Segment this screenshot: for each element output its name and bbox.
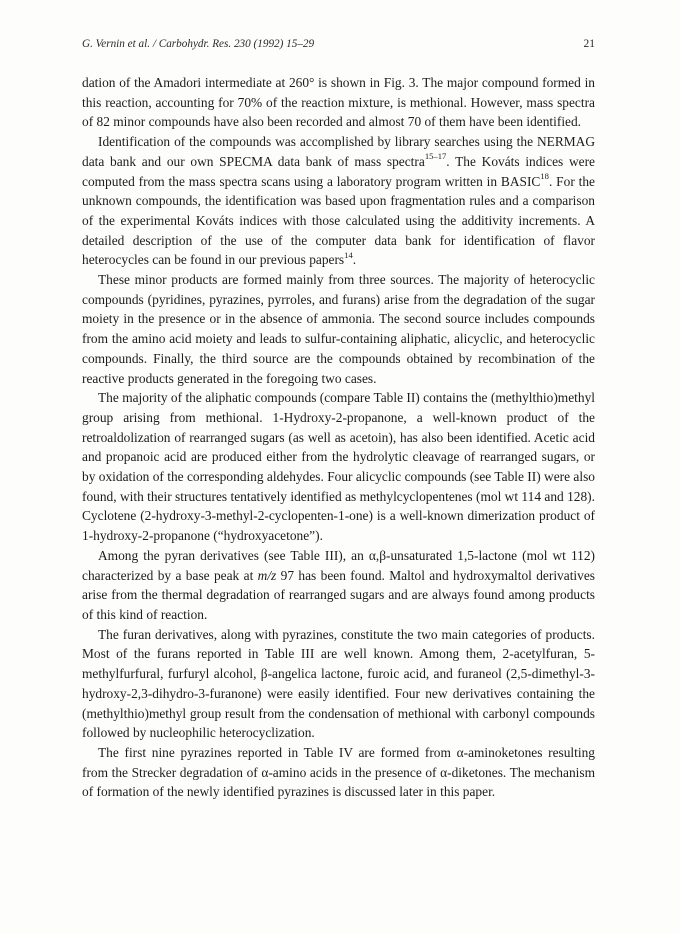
text-run: The first nine pyrazines reported in Table IV are formed from α-aminoketones resulting from the Strecker degradation of α-amino acids in the presence of α-diketones. The mechanism of formation of the newly identified pyrazines is discussed later in this paper. [82,744,595,800]
italic-text: m/z [257,567,277,583]
paragraph [82,546,595,625]
paragraph [82,73,595,132]
text-run: These minor products are formed mainly from three sources. The majority of heterocyclic compounds (pyridines, pyrazines, pyrroles, and furans) arise from the degradation of the sugar moiety in the presence or in the absence of ammonia. The second source includes compounds from the amino acid moiety and leads to sulfur-containing aliphatic, alicyclic, and heterocyclic compounds. Finally, the third source are the compounds obtained by recombination of the reactive products generated in the foregoing two cases. [82,272,595,386]
text-run: . [352,252,357,268]
text-run: dation of the Amadori intermediate at 260° is shown in Fig. 3. The major compound formed in this reaction, accounting for 70% of the reaction mixture, is methional. However, mass spectra of 82 minor compounds have also been recorded and almost 70 of them have been identified. [82,75,595,130]
paragraph [82,132,595,270]
text-run: Identification of the compounds was accomplished by library searches using the NERMAG data bank and our own SPECMA data bank of mass spectra [82,134,595,169]
paragraph [82,388,595,546]
citation-superscript: 18 [540,171,549,182]
paragraph [82,625,595,743]
paragraph [82,743,595,802]
text-run: 97 has been found. Maltol and hydroxymaltol derivatives arise from the thermal degradation of rearranged sugars and are always found among products of this kind of reaction. [82,567,595,622]
text-run: The furan derivatives, along with pyrazines, constitute the two main categories of products. Most of the furans reported in Table III are well known. Among them, 2-acetylfuran, 5-methylfurfural, furfuryl alcohol, β-angelica lactone, furoic acid, and furaneol (2,5-dimethyl-3-hydroxy-2,3-dihydro-3-furanone) were easily identified. Four new derivatives containing the (methylthio)methyl group result from the condensation of methional with carbonyl compounds followed by nucleophilic heterocyclization. [82,626,595,741]
text-run: Among the pyran derivatives (see Table III), an α,β-unsaturated 1,5-lactone (mol wt 112) characterized by a base peak at [82,547,595,583]
page-number: 21 [583,38,595,50]
running-head-citation: G. Vernin et al. / Carbohydr. Res. 230 (1992) 15–29 [82,38,315,50]
text-run: . The Kováts indices were computed from the mass spectra scans using a laboratory program written in BASIC [82,153,595,189]
paragraph [82,270,595,388]
text-run: The majority of the aliphatic compounds (compare Table II) contains the (methylthio)methyl group arising from methional. 1-Hydroxy-2-propanone, a well-known product of the retroaldolization of rearranged sugars (as well as acetoin), has also been identified. Acetic acid and propanoic acid are produced either from the hydrolytic cleavage of rearranged sugars, or by oxidation of the corresponding aldehydes. Four alicyclic compounds (see Table II) were also found, with their structures tentatively identified as methylcyclopentenes (mol wt 114 and 128). Cyclotene (2-hydroxy-3-methyl-2-cyclopenten-1-one) is a well-known dimerization product of 1-hydroxy-2-propanone (“hydroxyacetone”). [82,390,595,544]
body-text [82,73,595,802]
citation-superscript: 15–17 [424,151,447,162]
running-head [82,38,595,50]
citation-superscript: 14 [344,249,353,260]
text-run: . For the unknown compounds, the identification was based upon fragmentation rules and a comparison of the experimental Kováts indices with those calculated using the additivity increments. A detailed description of the use of the computer data bank for identification of flavor heterocycles can be found in our previous papers [82,173,595,268]
